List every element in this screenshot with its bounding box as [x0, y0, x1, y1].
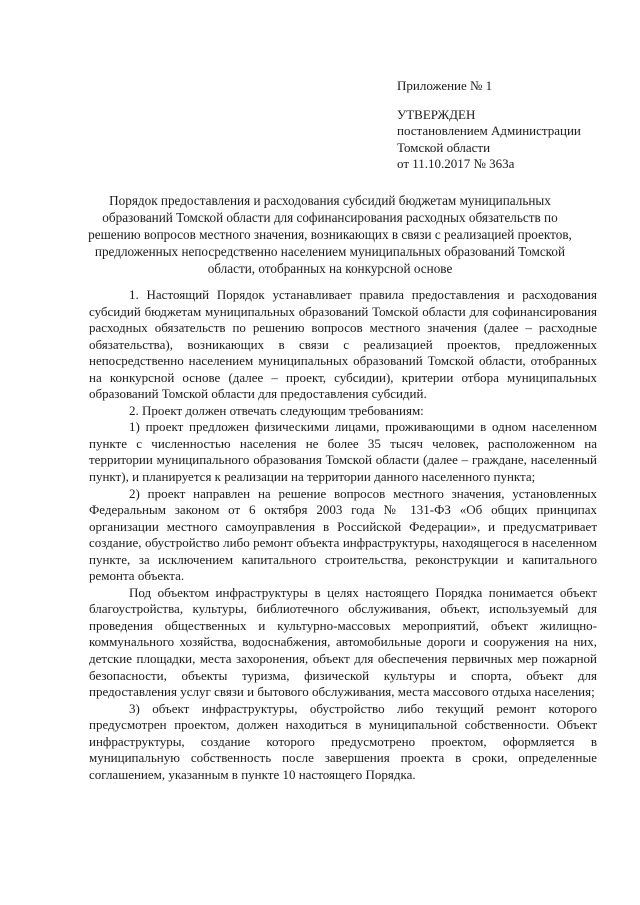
document-title: Порядок предоставления и расходования субсидий бюджетам муниципальных образований Томской области для софинансирования расходных обязательств по решению вопросов местного значения, возникающих в связи с реализацией проектов, предложенных непосредственно населением муниципальных образований Томской области, отобранных на конкурсной основе: [88, 193, 572, 276]
paragraph-1: 1. Настоящий Порядок устанавливает правила предоставления и расходования субсидий бюджетам муниципальных образований Томской области для софинансирования расходных обязательств по решению вопросов местного значения (далее – расходные обязательства), возникающих в связи с реализацией проектов, предложенных непосредственно населением муниципальных образований Томской области, отобранных на конкурсной основе (далее – проект, субсидии), критерии отбора муниципальных образований Томской области для предоставления субсидий.: [89, 287, 597, 402]
appendix-number: Приложение № 1: [397, 78, 493, 93]
paragraph-2-item-2: 2) проект направлен на решение вопросов местного значения, установленных Федеральным законом от 6 октября 2003 года № 131-ФЗ «Об общих принципах организации местного самоуправления в Российской Федерации», и предусматривает создание, обустройство либо ремонт объекта инфраструктуры, находящегося в населенном пункте, за исключением капитального строительства, реконструкции и капитального ремонта объекта.: [89, 485, 597, 584]
approval-line-2: Томской области: [397, 139, 491, 155]
paragraph-infrastructure-definition: Под объектом инфраструктуры в целях настоящего Порядка понимается объект благоустройства, культуры, библиотечного обслуживания, объект, используемый для проведения общественных и культурно-массовых мероприятий, объект жилищно-коммунального хозяйства, водоснабжения, автомобильные дороги и сооружения на них, детские площадки, места захоронения, объект для обеспечения первичных мер пожарной безопасности, объекты туризма, физической культуры и спорта, объект для предоставления услуг связи и бытового обслуживания, места массового отдыха населения;: [89, 584, 597, 700]
paragraph-2-item-1: 1) проект предложен физическими лицами, проживающими в одном населенном пункте с численностью населения не более 35 тысяч человек, расположенном на территории муниципального образования Томской области (далее – граждане, населенный пункт), и планируется к реализации на территории данного населенного пункта;: [89, 419, 597, 485]
approved-label: УТВЕРЖДЕН: [397, 106, 476, 122]
paragraph-2: 2. Проект должен отвечать следующим требованиям:: [129, 402, 424, 418]
document-body: [89, 287, 597, 783]
appendix-block: [397, 78, 617, 173]
approval-line-1: постановлением Администрации: [397, 123, 581, 138]
spacer: [397, 95, 617, 107]
paragraph-2-item-3: 3) объект инфраструктуры, обустройство либо текущий ремонт которого предусмотрен проектом, должен находиться в муниципальной собственности. Объект инфраструктуры, создание которого предусмотрено проектом, оформляется в муниципальную собственность после завершения проекта в сроки, определенные соглашением, указанным в пункте 10 настоящего Порядка.: [89, 700, 597, 782]
approval-date: от 11.10.2017 № 363а: [397, 156, 515, 171]
